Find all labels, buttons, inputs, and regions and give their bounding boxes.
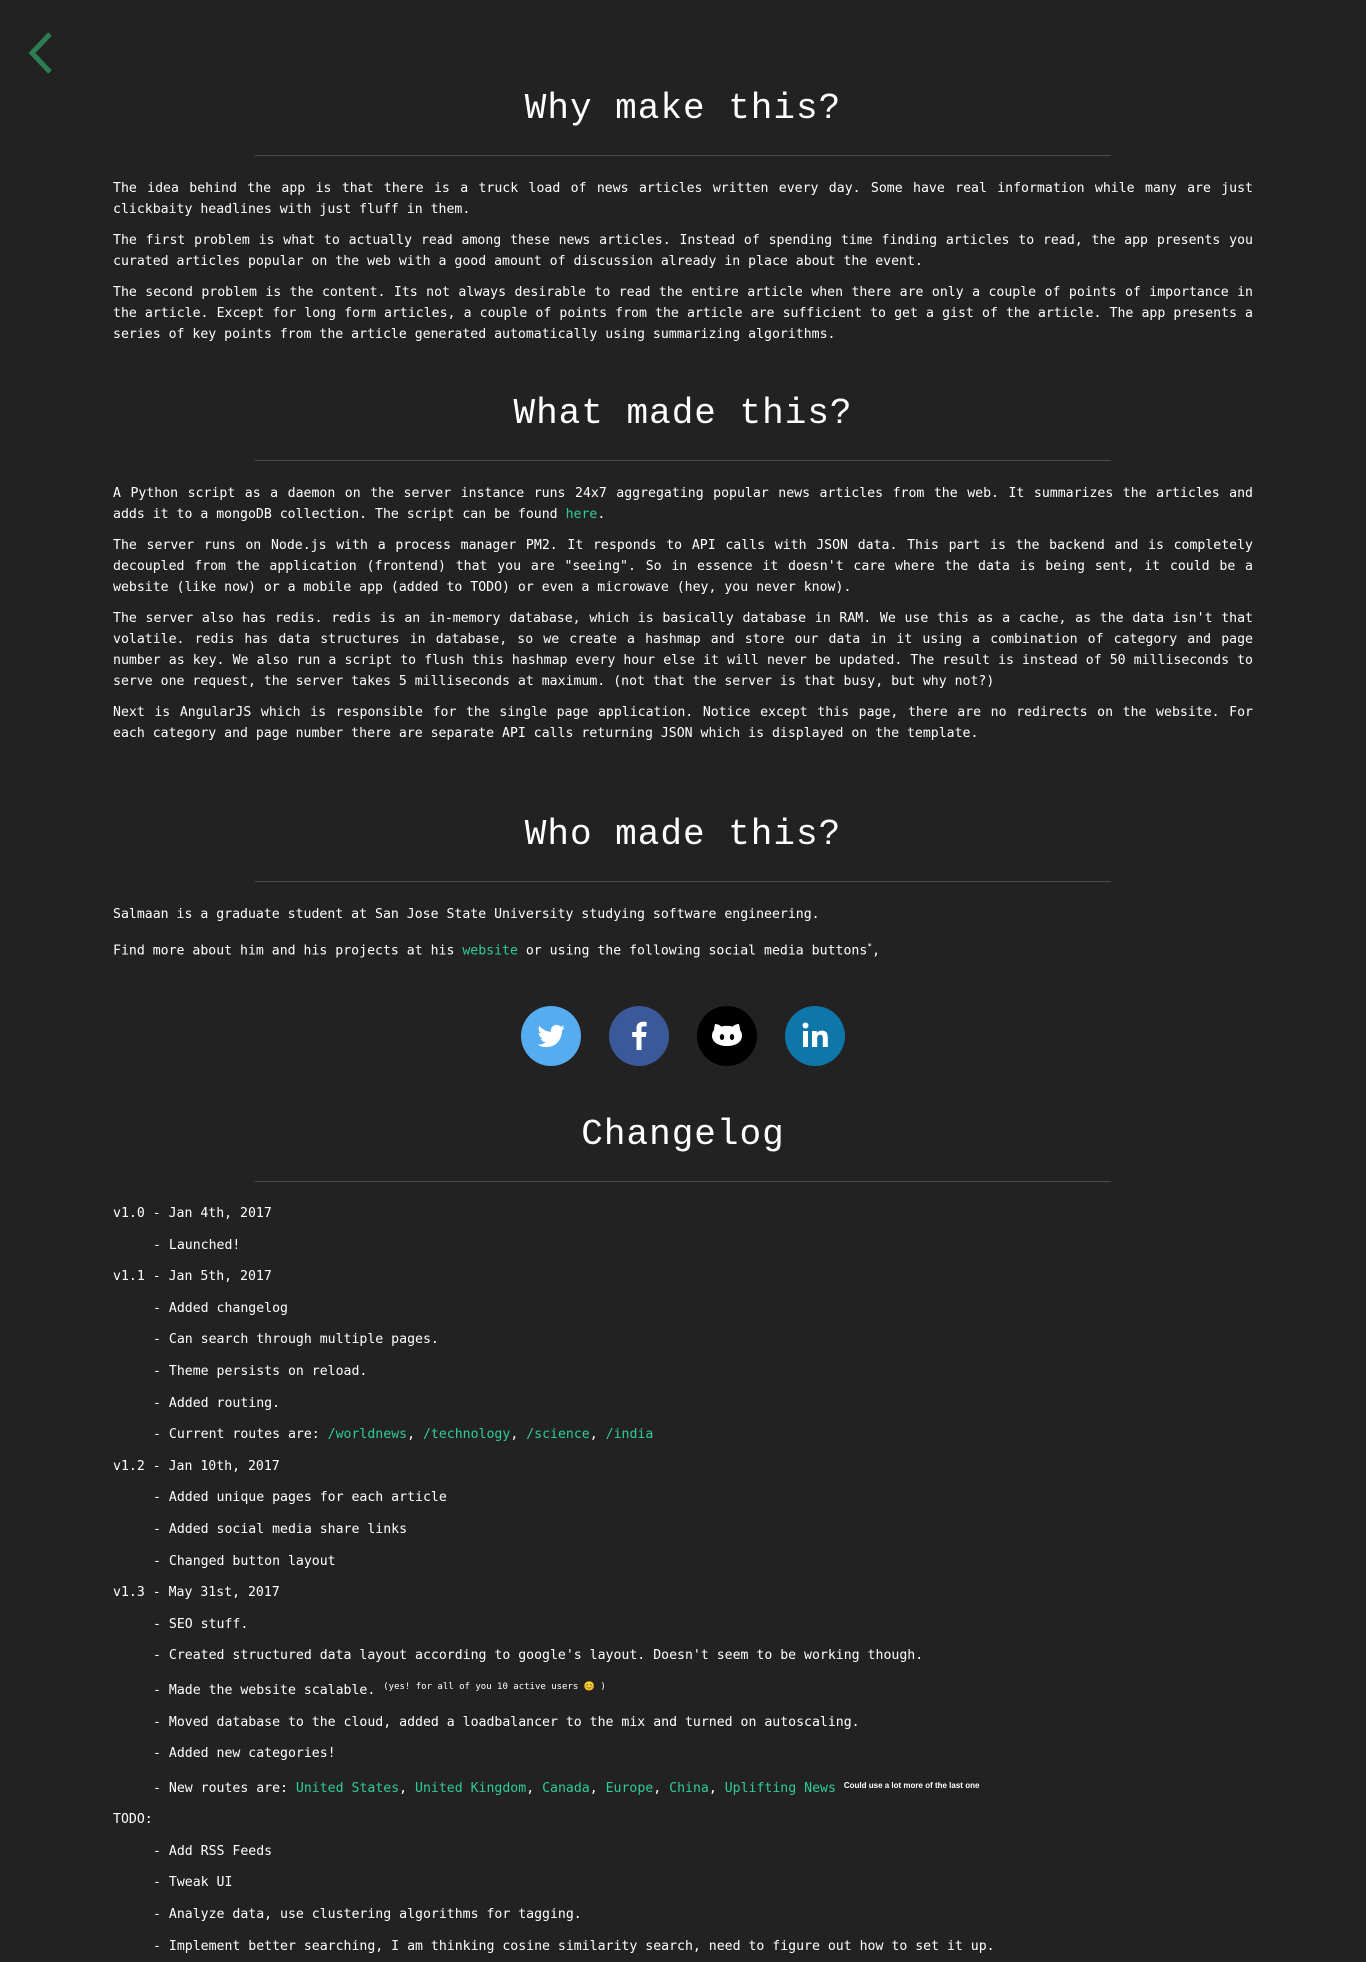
back-button[interactable] <box>22 28 62 78</box>
what-rule-wrap <box>113 460 1253 461</box>
why-rule-wrap <box>113 155 1253 156</box>
list-item: - Tweak UI <box>153 1875 233 1891</box>
scalable-text: - Made the website scalable. <box>153 1682 384 1698</box>
scalable-note: (yes! for all of you 10 active users 😊 ) <box>383 1681 606 1692</box>
twitter-icon <box>521 1006 581 1066</box>
changelog-rule-wrap <box>113 1181 1253 1182</box>
list-item-routes: - Current routes are: /worldnews, /technology, /science, /india <box>153 1427 654 1443</box>
version-heading: v1.1 - Jan 5th, 2017 <box>113 1269 272 1285</box>
list-item: - Moved database to the cloud, added a loadbalancer to the mix and turned on autoscaling. <box>153 1714 860 1730</box>
list-item: - Added unique pages for each article <box>153 1490 447 1506</box>
what-paragraph-2: The server runs on Node.js with a process manager PM2. It responds to API calls with JSON data. This part is the backend and is completely decoupled from the application (frontend) that you are "seeing". So in essence it doesn't care where the data is being sent, it could be a website (like now) or a mobile app (added to TODO) or even a microwave (hey, you never know). <box>113 538 1253 595</box>
social-buttons <box>113 1006 1253 1066</box>
version-heading: v1.3 - May 31st, 2017 <box>113 1585 280 1601</box>
list-item: - Can search through multiple pages. <box>153 1332 439 1348</box>
linkedin-icon <box>785 1006 845 1066</box>
facebook-button[interactable] <box>609 1006 669 1066</box>
github-icon <box>697 1006 757 1066</box>
list-item: - Add RSS Feeds <box>153 1843 273 1859</box>
what-title: What made this? <box>513 393 853 434</box>
what-paragraph-3: The server also has redis. redis is an in-memory database, which is basically database in RAM. We use this as a cache, as the data isn't that volatile. redis has data structures in database, so we create a hashmap and store our data in it using a combination of category and page number as key. We also run a script to flush this hashmap every hour else it will never be updated. The result is instead of 50 milliseconds to serve one request, the server takes 5 milliseconds at maximum. (not that the server is that busy, but why not?) <box>113 611 1253 689</box>
changelog-section <box>113 1114 1253 1155</box>
list-item: - Theme persists on reload. <box>153 1363 368 1379</box>
facebook-icon <box>609 1006 669 1066</box>
route-link-india[interactable]: /india <box>605 1427 654 1443</box>
routes-note: Could use a lot more of the last one <box>843 1780 980 1790</box>
who-paragraph-1: Salmaan is a graduate student at San Jose State University studying software engineering. <box>113 907 820 922</box>
divider <box>255 460 1111 461</box>
changelog-title: Changelog <box>581 1114 785 1155</box>
route-link-science[interactable]: /science <box>526 1427 590 1443</box>
route-link-canada[interactable]: Canada <box>542 1780 590 1796</box>
new-routes-label: - New routes are: <box>153 1780 296 1796</box>
routes-label: - Current routes are: <box>153 1427 328 1443</box>
what-section <box>113 393 1253 434</box>
what-body <box>113 483 1253 744</box>
route-link-uplifting-news[interactable]: Uplifting News <box>724 1780 836 1796</box>
who-p2-text: Find more about him and his projects at his <box>113 943 463 959</box>
twitter-button[interactable] <box>521 1006 581 1066</box>
linkedin-button[interactable] <box>785 1006 845 1066</box>
script-here-link[interactable]: here <box>565 507 598 522</box>
list-item: - Launched! <box>153 1237 241 1253</box>
chevron-left-icon <box>22 28 62 78</box>
who-p2-end: , <box>872 943 881 959</box>
version-heading: v1.0 - Jan 4th, 2017 <box>113 1206 272 1221</box>
todo-heading: TODO: <box>113 1812 153 1828</box>
list-item-scalable <box>113 1672 1253 1707</box>
what-p1-end: . <box>597 507 606 522</box>
route-link-technology[interactable]: /technology <box>422 1427 511 1443</box>
why-paragraph-3: The second problem is the content. Its not always desirable to read the entire article when there are only a couple of points of importance in the article. Except for long form articles, a couple of points from the article are sufficient to get a gist of the article. The app presents a series of key points from the article generated automatically using summarizing algorithms. <box>113 285 1253 342</box>
list-item: - Changed button layout <box>153 1553 336 1569</box>
website-link[interactable]: website <box>462 943 518 959</box>
divider <box>255 1181 1111 1182</box>
who-title: Who made this? <box>524 814 842 855</box>
list-item-new-routes: - New routes are: United States, United Kingdom, Canada, Europe, China, Uplifting News $^{Could use a lot more of the last one}$ <box>153 1780 980 1796</box>
version-heading: v1.2 - Jan 10th, 2017 <box>113 1458 280 1474</box>
list-item: - Added social media share links <box>153 1521 408 1537</box>
why-section <box>113 88 1253 129</box>
what-paragraph-1 <box>113 483 1253 525</box>
route-link-united-states[interactable]: United States <box>295 1780 400 1796</box>
why-paragraph-2: The first problem is what to actually read among these news articles. Instead of spending time finding articles to read, the app presents you curated articles popular on the web with a good amount of discussion already in place about the event. <box>113 233 1253 269</box>
why-paragraph-1: The idea behind the app is that there is a truck load of news articles written every day. Some have real information while many are just clickbaity headlines with just fluff in them. <box>113 181 1253 217</box>
list-item: - Added new categories! <box>153 1746 336 1762</box>
list-item: - Added routing. <box>153 1395 281 1411</box>
route-link-china[interactable]: China <box>669 1780 709 1796</box>
list-item: - Implement better searching, I am thinking cosine similarity search, need to figure out how to set it up. <box>153 1938 995 1954</box>
divider <box>255 155 1111 156</box>
who-paragraph-2 <box>113 936 1253 961</box>
what-paragraph-4: Next is AngularJS which is responsible for the single page application. Notice except this page, there are no redirects on the website. For each category and page number there are separate API calls returning JSON which is displayed on the template. <box>113 705 1253 741</box>
list-item: - Analyze data, use clustering algorithms for tagging. <box>153 1907 582 1923</box>
why-body <box>113 178 1253 345</box>
footnote-marker: * <box>867 942 873 951</box>
github-button[interactable] <box>697 1006 757 1066</box>
route-link-united-kingdom[interactable]: United Kingdom <box>415 1780 527 1796</box>
who-body <box>113 904 1253 961</box>
who-rule-wrap <box>113 881 1253 882</box>
route-link-worldnews[interactable]: /worldnews <box>327 1427 408 1443</box>
who-p2-text-after: or using the following social media buttons <box>517 943 868 959</box>
what-p1-text: A Python script as a daemon on the server instance runs 24x7 aggregating popular news articles from the web. It summarizes the articles and adds it to a mongoDB collection. The script can be found <box>113 486 1253 522</box>
list-item: - Added changelog <box>153 1300 288 1316</box>
who-section <box>113 814 1253 855</box>
list-item: - SEO stuff. <box>153 1616 249 1632</box>
divider <box>255 881 1111 882</box>
route-link-europe[interactable]: Europe <box>605 1780 654 1796</box>
list-item: - Created structured data layout according to google's layout. Doesn't seem to be working though. <box>153 1648 924 1664</box>
changelog-list <box>113 1198 1253 1962</box>
why-title: Why make this? <box>524 88 842 129</box>
